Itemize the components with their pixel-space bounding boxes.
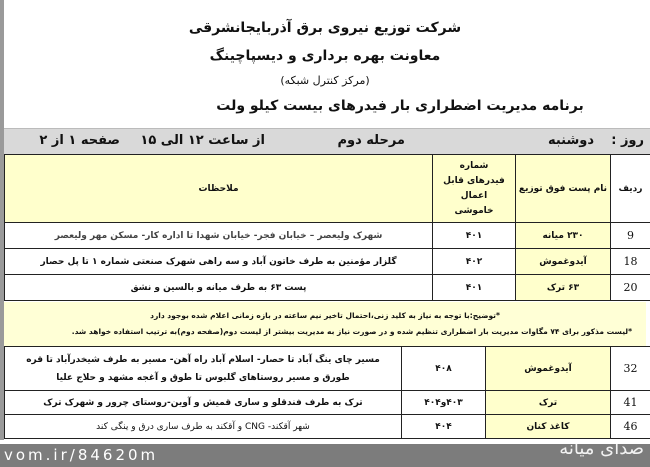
row-number: 46: [611, 415, 650, 439]
col-header-row: ردیف: [611, 155, 650, 223]
time-range: از ساعت ۱۲ الی ۱۵: [140, 133, 265, 148]
notes-cell: گلزار مؤمنین به طرف خاتون آباد و سه راهی شهرک صنعتی شماره ۱ تا پل حصار: [5, 249, 433, 275]
schedule-info-bar: [4, 128, 650, 154]
day-label: روز :: [611, 133, 644, 148]
company-title: شرکت توزیع نیروی برق آذربایجانشرقی: [188, 20, 462, 36]
note-line-2: *لیست مذکور برای ۷۴ مگاوات مدیریت بار اضطراری تنظیم شده و در صورت نیاز به مدیریت بیشتر از لیست دوم(صفحه دوم)به ترتیب استفاده خواهد شد.: [71, 327, 632, 336]
notes-cell: مسیر چای ینگ آباد تا حصار- اسلام آباد راه آهن- مسیر به طرف شیخدرآباد تا قره طورق و مسیر روستاهای گلبوس تا طوق و آغجه مشهد و حلاج علیا: [5, 347, 402, 391]
feeder-table-bottom: [4, 346, 650, 439]
table-header-row: [5, 155, 650, 223]
table-row: [5, 223, 650, 249]
watermark-footer: [0, 438, 650, 467]
row-number: 41: [611, 391, 650, 415]
feeder-numbers: ۴۰۲: [433, 249, 516, 275]
site-logo: صدای میانه: [559, 438, 644, 459]
row-number: 32: [611, 347, 650, 391]
table-row: [5, 415, 650, 439]
feeder-table-top: [4, 154, 650, 301]
notes-cell: شهرک ولیعصر – خیابان فجر- خیابان شهدا تا اداره کار- مسکن مهر ولیعصر: [5, 223, 433, 249]
center-subtitle: (مرکز کنترل شبکه): [280, 74, 370, 87]
notes-cell: شهر آقکند- CNG و آقکند به طرف ساری درق و ینگی کند: [5, 415, 402, 439]
department-title: معاونت بهره برداری و دیسپاچینگ: [209, 48, 441, 64]
table-row: [5, 275, 650, 301]
notes-box: [4, 302, 646, 346]
row-number: 18: [611, 249, 650, 275]
col-header-substation: نام پست فوق توزیع: [516, 155, 611, 223]
feeder-numbers: ۴۰۱: [433, 223, 516, 249]
table-row: [5, 391, 650, 415]
feeder-numbers: ۴۰۳و۴۰۴: [402, 391, 486, 415]
feeder-numbers: ۴۰۸: [402, 347, 486, 391]
notes-cell: پست ۶۳ به طرف میانه و بالسین و نشق: [5, 275, 433, 301]
table-row: [5, 347, 650, 391]
day-value: دوشنبه: [547, 133, 594, 148]
col-header-feeders: شماره فیدرهای قابل اعمال خاموشی: [433, 155, 516, 223]
note-line-1: *توضیح:با توجه به نیاز به کلید زنی،احتمال تاخیر نیم ساعته در بازه زمانی اعلام شده بوجود دارد: [150, 311, 500, 320]
program-title: برنامه مدیریت اضطراری بار فیدرهای بیست کیلو ولت: [216, 98, 584, 114]
row-number: 20: [611, 275, 650, 301]
substation-name: ۲۳۰ میانه: [516, 223, 611, 249]
feeder-numbers: ۴۰۱: [433, 275, 516, 301]
source-url: vom.ir/84620m: [4, 446, 159, 464]
substation-name: ترک: [486, 391, 611, 415]
feeder-numbers: ۴۰۴: [402, 415, 486, 439]
notes-cell: ترک به طرف فندقلو و ساری قمیش و آوین-روستای چرور و شهرک ترک: [5, 391, 402, 415]
document-header: [0, 0, 650, 125]
page-indicator: صفحه ۱ از ۲: [39, 133, 120, 148]
row-number: 9: [611, 223, 650, 249]
substation-name: آیدوغموش: [516, 249, 611, 275]
col-header-notes: ملاحظات: [5, 155, 433, 223]
substation-name: کاغذ کنان: [486, 415, 611, 439]
substation-name: آیدوغموش: [486, 347, 611, 391]
table-row: [5, 249, 650, 275]
substation-name: ۶۳ ترک: [516, 275, 611, 301]
stage-label: مرحله دوم: [337, 133, 405, 148]
